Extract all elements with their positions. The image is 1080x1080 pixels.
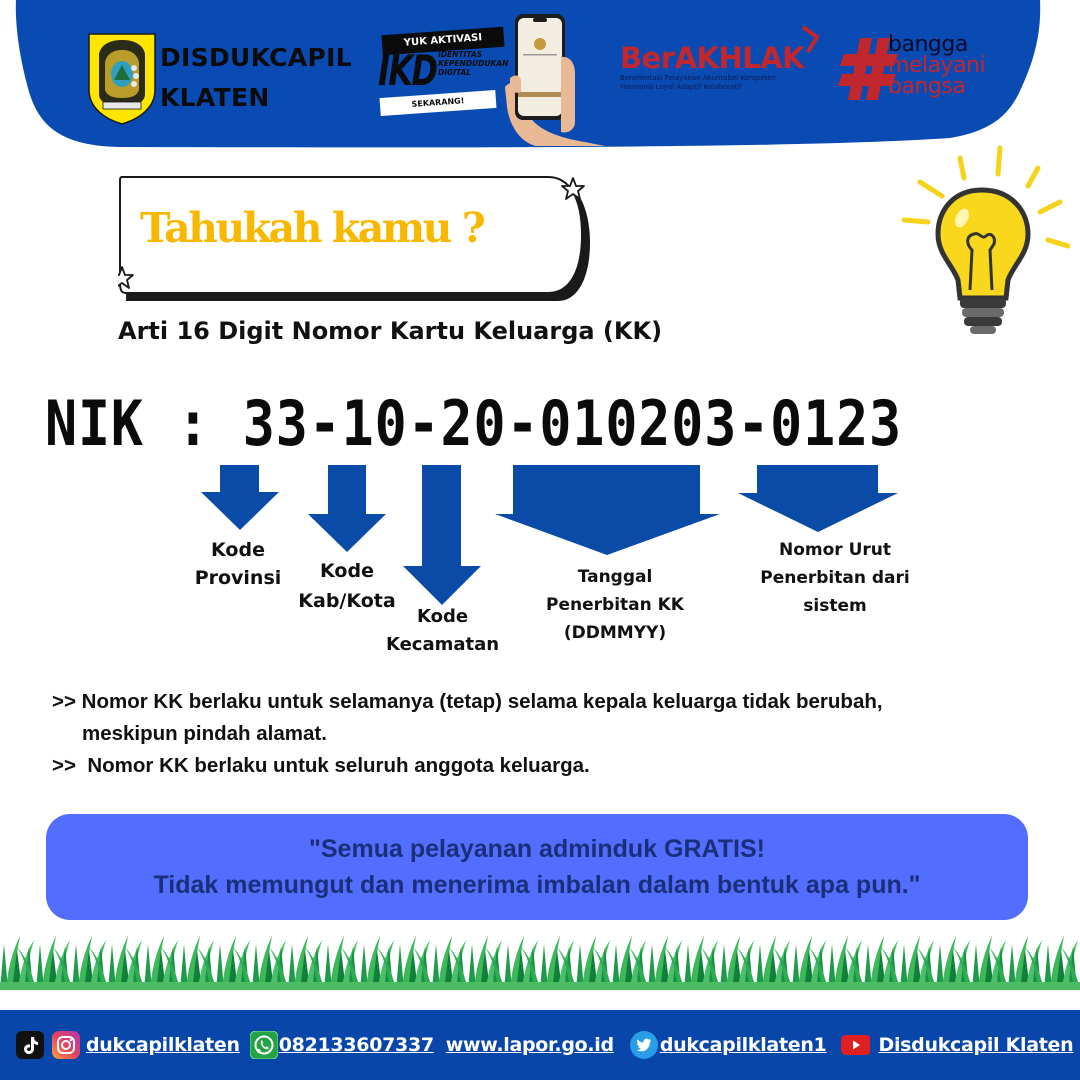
label-line: Kode xyxy=(320,560,374,582)
arrow-down-icon xyxy=(308,465,386,552)
label-line: Kode xyxy=(211,539,265,561)
banner-line-2: Tidak memungut dan menerima imbalan dalam bentuk apa pun." xyxy=(153,871,921,899)
free-service-banner xyxy=(46,814,1028,920)
segment-label-tanggal xyxy=(515,563,715,647)
label-line: Kab/Kota xyxy=(298,590,396,612)
note-item-continuation: meskipun pindah alamat. xyxy=(82,722,327,745)
brand-name xyxy=(160,38,352,118)
ikd-promo xyxy=(378,28,509,116)
label-line: Penerbitan KK xyxy=(546,595,684,615)
youtube-icon[interactable] xyxy=(840,1031,870,1059)
segment-label-nomor-urut xyxy=(740,536,930,620)
nik-label: NIK xyxy=(45,387,144,460)
website-group xyxy=(446,1034,614,1056)
twitter-link[interactable]: dukcapilklaten1 xyxy=(659,1034,827,1056)
note-text: Nomor KK berlaku untuk seluruh anggota keluarga. xyxy=(87,754,590,777)
ikd-big-label: IKD xyxy=(378,46,437,95)
note-bullet: >> xyxy=(52,690,76,713)
ikd-top-label: YUK AKTIVASI xyxy=(381,27,504,55)
website-link[interactable]: www.lapor.go.id xyxy=(445,1034,614,1056)
youtube-link[interactable]: Disdukcapil Klaten xyxy=(878,1034,1074,1056)
grass-decoration xyxy=(0,926,1080,990)
bangga-line-1: bangga xyxy=(888,32,968,57)
ikd-description xyxy=(438,50,508,77)
whatsapp-link[interactable]: 082133607337 xyxy=(278,1034,434,1056)
ikd-desc-line-2: KEPENDUDUKAN xyxy=(438,59,509,68)
brand-line-1: DISDUKCAPIL xyxy=(160,43,352,72)
segment-label-kecamatan xyxy=(380,603,505,659)
bangga-line-2: melayani xyxy=(888,53,986,78)
berakhlak-sub-1: Berorientasi Pelayanan Akuntabel Kompeten xyxy=(620,74,776,82)
whatsapp-icon[interactable] xyxy=(250,1031,278,1059)
tiktok-icon[interactable] xyxy=(16,1031,44,1059)
brand-line-2: KLATEN xyxy=(160,83,270,112)
nik-value: 33-10-20-010203-0123 xyxy=(242,387,903,460)
label-line: Nomor Urut xyxy=(778,540,892,560)
instagram-icon[interactable] xyxy=(52,1031,80,1059)
ikd-bottom-label: SEKARANG! xyxy=(380,90,497,116)
arrow-down-icon xyxy=(201,465,279,530)
arrow-down-icon xyxy=(403,465,481,605)
note-item xyxy=(52,750,1052,782)
nik-display xyxy=(45,388,902,460)
label-line: Penerbitan dari xyxy=(760,568,910,588)
bangga-melayani-bangsa-logo xyxy=(838,34,1008,104)
notes-list xyxy=(52,686,1052,782)
note-bullet: >> xyxy=(52,754,76,777)
footer-social-bar xyxy=(0,1010,1080,1080)
twitter-icon[interactable] xyxy=(630,1031,658,1059)
bangga-line-3: bangsa xyxy=(888,74,966,99)
berakhlak-title: BerAKHLAK xyxy=(620,41,805,75)
label-line: sistem xyxy=(803,596,867,616)
ikd-desc-line-3: DIGITAL xyxy=(438,68,472,77)
twitter-group xyxy=(630,1031,827,1059)
light-bulb-icon xyxy=(890,140,1070,345)
klaten-regency-logo xyxy=(87,32,157,125)
arrow-down-icon xyxy=(738,465,898,532)
label-line: (DDMMYY) xyxy=(563,623,667,643)
social-icons-group xyxy=(16,1031,240,1059)
segment-label-provinsi xyxy=(183,536,293,592)
phone-in-hand-image xyxy=(505,12,605,146)
banner-line-1: "Semua pelayanan adminduk GRATIS! xyxy=(309,835,765,863)
note-item xyxy=(52,686,1052,718)
arrow-down-icon xyxy=(495,465,720,555)
berakhlak-logo xyxy=(620,42,820,102)
instagram-link[interactable]: dukcapilklaten xyxy=(86,1034,240,1056)
youtube-group xyxy=(840,1031,1073,1059)
note-text: Nomor KK berlaku untuk selamanya (tetap) selama kepala keluarga tidak berubah, xyxy=(81,690,883,713)
nik-separator: : xyxy=(176,387,210,460)
page-subtitle: Arti 16 Digit Nomor Kartu Keluarga (KK) xyxy=(118,317,663,345)
label-line: Kecamatan xyxy=(385,634,500,655)
label-line: Provinsi xyxy=(194,567,282,589)
label-line: Tanggal xyxy=(577,567,653,587)
chevron-right-icon xyxy=(800,24,822,54)
berakhlak-sub-2: Harmonis Loyal Adaptif Kolaboratif xyxy=(620,83,742,91)
whatsapp-group xyxy=(250,1031,434,1059)
card-title: Tahukah kamu ? xyxy=(140,204,484,252)
ikd-desc-line-1: IDENTITAS xyxy=(438,50,483,59)
label-line: Kode xyxy=(416,606,469,627)
